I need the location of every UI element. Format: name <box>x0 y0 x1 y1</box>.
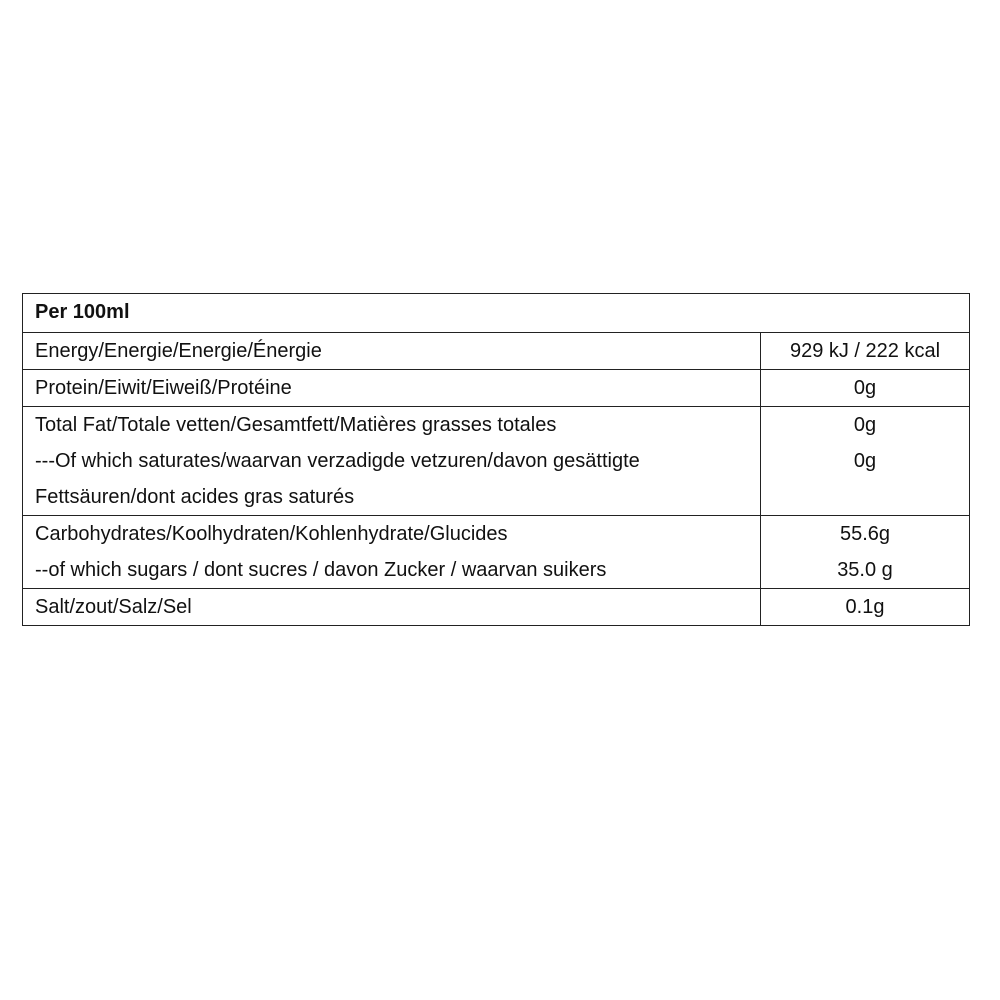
nutrient-value: 0g <box>853 414 877 436</box>
nutrient-value-cell <box>761 333 970 370</box>
nutrient-value: 0.1g <box>845 596 885 618</box>
table-header-row <box>23 294 970 333</box>
nutrient-subname: --of which sugars / dont sucres / davon Zucker / waarvan suikers <box>35 559 607 581</box>
nutrient-value-cell <box>761 370 970 407</box>
table-row-protein <box>23 370 970 407</box>
nutrient-value: 0g <box>853 377 877 399</box>
nutrient-name: Total Fat/Totale vetten/Gesamtfett/Matières grasses totales <box>35 414 557 436</box>
nutrient-name: Energy/Energie/Energie/Énergie <box>35 340 322 362</box>
nutrient-label <box>23 589 761 626</box>
nutrient-name: Protein/Eiwit/Eiweiß/Protéine <box>35 377 292 399</box>
nutrient-name: Salt/zout/Salz/Sel <box>35 596 192 618</box>
nutrient-value-cell <box>761 589 970 626</box>
table-row-salt <box>23 589 970 626</box>
table-row-carbohydrates <box>23 516 970 589</box>
nutrient-name: Carbohydrates/Koolhydraten/Kohlenhydrate/Glucides <box>35 523 508 545</box>
nutrient-value: 929 kJ / 222 kcal <box>789 340 941 362</box>
table-header: Per 100ml <box>23 294 970 333</box>
nutrient-label <box>23 333 761 370</box>
nutrient-value-cell <box>761 407 970 516</box>
nutrient-value: 55.6g <box>839 523 891 545</box>
nutrient-subvalue: 0g <box>853 450 877 472</box>
table-row-fat <box>23 407 970 516</box>
nutrition-table <box>22 293 970 626</box>
nutrient-label <box>23 407 761 516</box>
nutrient-label <box>23 516 761 589</box>
nutrient-label <box>23 370 761 407</box>
nutrient-subname: ---Of which saturates/waarvan verzadigde vetzuren/davon gesättigte Fettsäuren/dont acides gras saturés <box>35 450 640 508</box>
nutrient-subvalue: 35.0 g <box>837 559 893 581</box>
nutrient-value-cell <box>761 516 970 589</box>
table-row-energy <box>23 333 970 370</box>
